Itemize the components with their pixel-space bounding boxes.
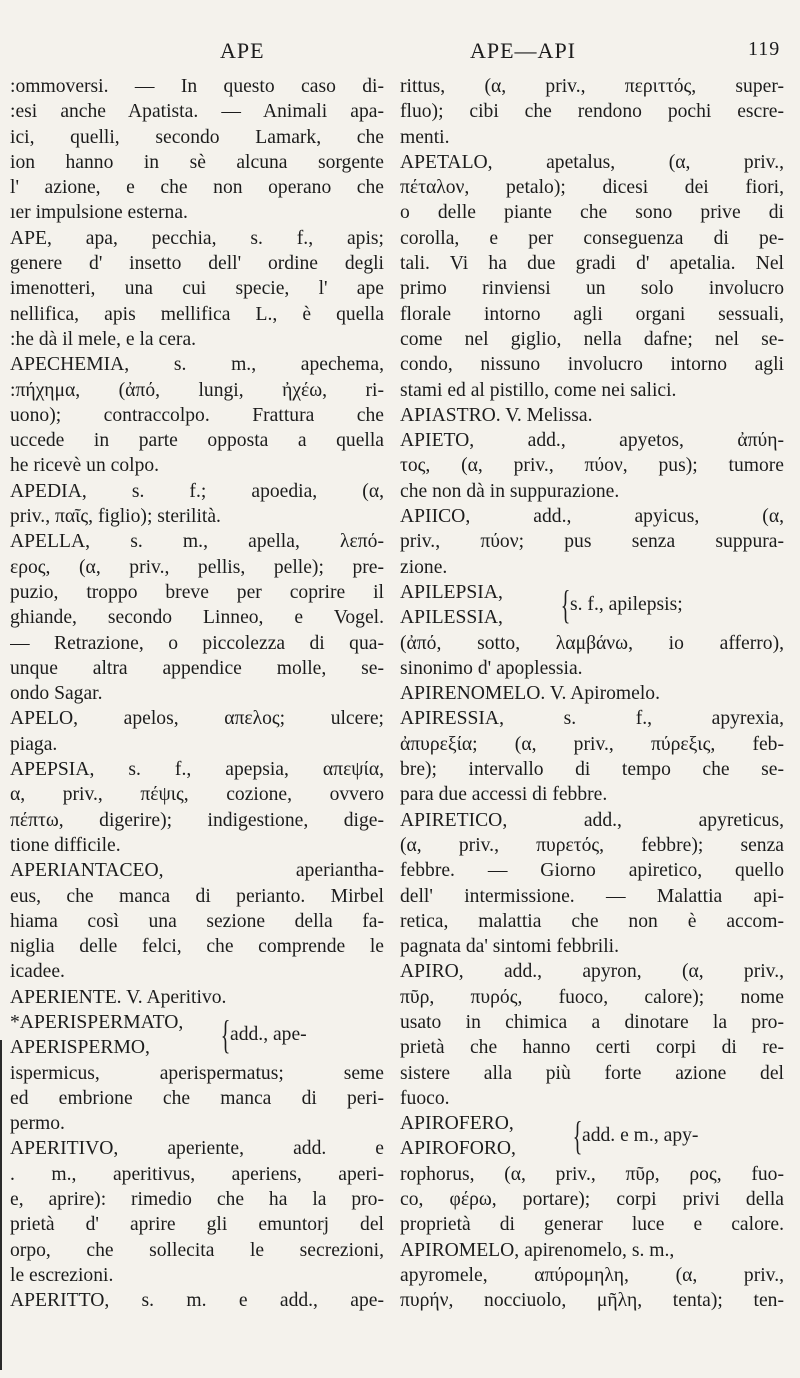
right-line: florale intorno agli organi sessuali, [400,303,784,325]
left-line: APEPSIA, s. f., apepsia, απεψία, [10,759,384,781]
right-line: APIRETICO, add., apyreticus, [400,809,784,831]
left-line: ıer impulsione esterna. [10,202,188,224]
right-line: APIRENOMELO. V. Apiromelo. [400,683,660,705]
left-line: prietà d' aprire gli emuntorj del [10,1214,384,1236]
left-line: APECHEMIA, s. m., apechema, [10,354,384,376]
right-line: APILEPSIA, [400,581,503,603]
right-line: primo rinviensi un solo involucro [400,278,784,300]
left-brace: { [220,1012,231,1058]
right-line: fluo); cibi che rendono pochi escre- [400,101,784,123]
right-line: (ἀπό, sotto, λαμβάνω, io afferro), [400,632,784,654]
right-brace: { [572,1113,583,1159]
right-column [400,74,784,1314]
left-line: uccede in parte opposta a quella [10,430,384,452]
right-line: priv., πύον; pus senza suppura- [400,531,784,553]
left-line: APELO, apelos, απελος; ulcere; [10,708,384,730]
left-line: icadee. [10,961,65,983]
right-line: pagnata da' sintomi febbrili. [400,936,620,958]
left-line: APERITIVO, aperiente, add. e [10,1138,384,1160]
left-line: APE, apa, pecchia, s. f., apis; [10,227,384,249]
right-brace: { [560,582,571,627]
right-line: corolla, e per conseguenza di pe- [400,227,784,249]
left-line: genere d' insetto dell' ordine degli [10,253,384,275]
left-line: πέπτω, digerire); indigestione, dige- [10,809,384,831]
left-line: APERIENTE. V. Aperitivo. [10,986,227,1008]
left-line: piaga. [10,733,58,755]
right-line: (α, priv., πυρετός, febbre); senza [400,834,784,856]
left-line: le escrezioni. [10,1264,114,1286]
left-line: orpo, che sollecita le secrezioni, [10,1239,384,1261]
right-line: proprietà di generar luce e calore. [400,1214,784,1236]
right-line: APIASTRO. V. Melissa. [400,404,593,426]
page-number: 119 [748,38,781,60]
right-line: ἀπυρεξία; (α, priv., πύρεξις, feb- [400,733,784,755]
left-line: ghiande, secondo Linneo, e Vogel. [10,607,384,629]
right-line: stami ed al pistillo, come nei salici. [400,379,677,401]
left-line: APERIANTACEO, aperiantha- [10,860,384,882]
running-head-center: APE—API [470,38,577,63]
right-line: menti. [400,126,450,148]
left-line: APERITTO, s. m. e add., ape- [10,1290,384,1312]
right-line: APIETO, add., apyetos, ἀπύη- [400,430,784,452]
right-line: prietà che hanno certi corpi di re- [400,1037,784,1059]
right-line: πέταλον, petalo); dicesi dei fiori, [400,177,784,199]
left-bracket-label: add., ape- [230,1024,307,1046]
left-line: hiama così una sezione della fa- [10,910,384,932]
left-line: :πήχημα, (ἀπό, lungi, ἠχέω, ri- [10,379,384,401]
right-line: fuoco. [400,1087,450,1109]
left-line: ερος, (α, priv., pellis, pelle); pre- [10,556,384,578]
right-line: APIRESSIA, s. f., apyrexia, [400,708,784,730]
right-line: rophorus, (α, priv., πῦρ, ρος, fuo- [400,1163,784,1185]
right-line: APIROFERO, [400,1113,514,1135]
left-line: ispermicus, aperispermatus; seme [10,1062,384,1084]
left-line: uono); contraccolpo. Frattura che [10,404,384,426]
right-line: APILESSIA, [400,607,503,629]
left-line: imenotteri, una cui specie, l' ape [10,278,384,300]
left-line: *APERISPERMATO, [10,1011,184,1033]
left-line: ici, quelli, secondo Lamark, che [10,126,384,148]
left-line: e, aprire): rimedio che ha la pro- [10,1189,384,1211]
left-line: :he dà il mele, e la cera. [10,328,197,350]
left-line: nellifica, apis mellifica L., è quella [10,303,384,325]
left-line: — Retrazione, o piccolezza di qua- [10,632,384,654]
right-line: rittus, (α, priv., περιττός, super- [400,76,784,97]
left-line: tione difficile. [10,834,121,856]
left-line: unque altra appendice molle, se- [10,657,384,679]
right-line: come nel giglio, nella dafne; nel se- [400,328,784,350]
running-head-left: APE [220,38,265,63]
right-line: retica, malattia che non è accom- [400,910,784,932]
left-line: puzio, troppo breve per coprire il [10,581,384,603]
right-line: APIROMELO, apirenomelo, s. m., [400,1239,675,1261]
right-line: tali. Vi ha due gradi d' apetalia. Nel [400,253,784,275]
right-line: πῦρ, πυρός, fuoco, calore); nome [400,986,784,1008]
right-line: τος, (α, priv., πύον, pus); tumore [400,455,784,477]
column-rule [0,1040,2,1370]
left-line: ondo Sagar. [10,683,103,705]
left-line: :esi anche Apatista. — Animali apa- [10,101,384,123]
right-line: APIROFORO, [400,1138,516,1160]
left-line: :ommoversi. — In questo caso di- [10,76,384,97]
right-line: co, φέρω, portare); corpi privi della [400,1189,784,1211]
right-line: πυρήν, nocciuolo, μῆλη, tenta); ten- [400,1290,784,1312]
right-line: che non dà in suppurazione. [400,480,620,502]
right-line: APETALO, apetalus, (α, priv., [400,151,784,173]
right-line: APIICO, add., apyicus, (α, [400,506,784,528]
right-line: apyromele, απύρομηλη, (α, priv., [400,1264,784,1286]
left-line: niglia delle felci, che comprende le [10,936,384,958]
left-line: . m., aperitivus, aperiens, aperi- [10,1163,384,1185]
right-line: zione. [400,556,448,578]
left-line: α, priv., πέψις, cozione, ovvero [10,784,384,806]
right-line: APIRO, add., apyron, (α, priv., [400,961,784,983]
right-bracket-label: add. e m., apy- [582,1125,699,1147]
right-line: bre); intervallo di tempo che se- [400,759,784,781]
right-line: condo, nissuno involucro intorno agli [400,354,784,376]
left-line: he ricevè un colpo. [10,455,160,477]
right-line: para due accessi di febbre. [400,784,608,806]
left-line: APEDIA, s. f.; apoedia, (α, [10,480,384,502]
right-bracket-label: s. f., apilepsis; [570,594,683,615]
left-column [10,74,384,1314]
left-line: APERISPERMO, [10,1037,150,1059]
left-line: APELLA, s. m., apella, λεπό- [10,531,384,553]
right-line: febbre. — Giorno apiretico, quello [400,860,784,882]
left-line: permo. [10,1113,65,1135]
left-line: l' azione, e che non operano che [10,177,384,199]
left-line: priv., παῖς, figlio); sterilità. [10,506,221,528]
right-line: dell' intermissione. — Malattia api- [400,885,784,907]
left-line: ed embrione che manca di peri- [10,1087,384,1109]
left-line: eus, che manca di perianto. Mirbel [10,885,384,907]
right-line: o delle piante che sono prive di [400,202,784,224]
right-line: sistere alla più forte azione del [400,1062,784,1084]
right-line: usato in chimica a dinotare la pro- [400,1011,784,1033]
left-line: ion hanno in sè alcuna sorgente [10,151,384,173]
right-line: sinonimo d' apoplessia. [400,657,583,679]
